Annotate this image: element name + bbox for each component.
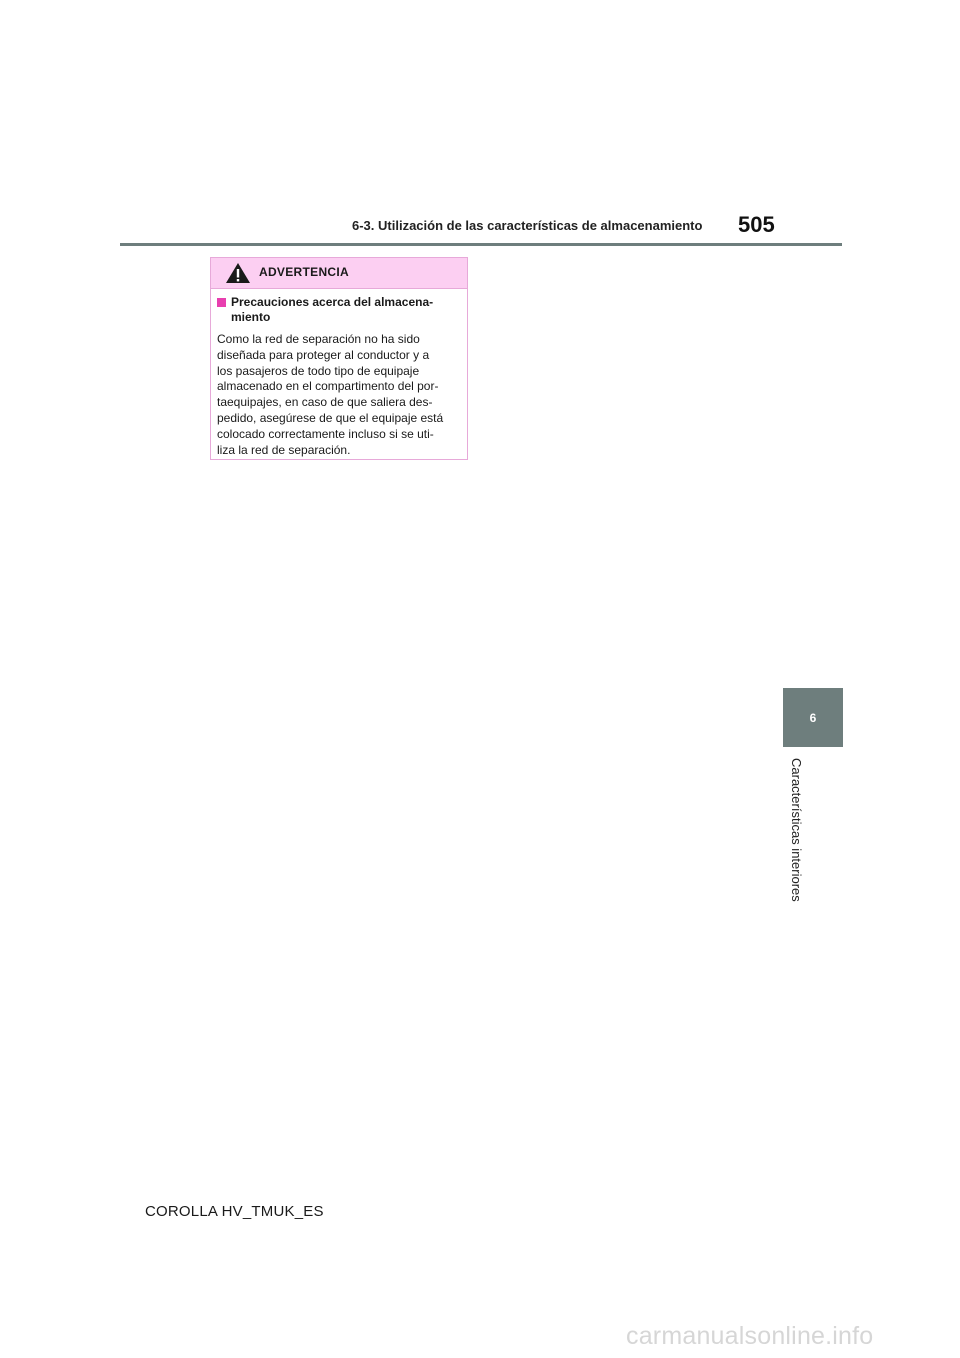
- page-number: 505: [738, 212, 775, 237]
- warning-body: [211, 289, 467, 458]
- model-code: COROLLA HV_TMUK_ES: [145, 1203, 324, 1220]
- warning-label: ADVERTENCIA: [259, 265, 349, 279]
- warning-line: colocado correctamente incluso si se uti-: [217, 426, 434, 441]
- warning-line: Como la red de separación no ha sido: [217, 332, 420, 346]
- chapter-title: Características interiores: [789, 758, 804, 902]
- warning-header: [211, 258, 467, 289]
- warning-line: diseñada para proteger al conductor y a: [217, 347, 430, 362]
- warning-box: [210, 257, 468, 460]
- warning-line: taequipajes, en caso de que saliera des-: [217, 395, 433, 410]
- warning-line: pedido, asegúrese de que el equipaje está: [217, 410, 444, 425]
- watermark: carmanualsonline.info: [626, 1322, 874, 1350]
- warning-paragraph: [217, 332, 461, 458]
- square-bullet-icon: [217, 298, 226, 307]
- warning-line: almacenado en el compartimento del por-: [217, 379, 439, 394]
- chapter-tab: [783, 688, 843, 747]
- section-title: 6-3. Utilización de las características de almacenamiento: [352, 218, 703, 233]
- header-rule: [120, 243, 842, 246]
- chapter-number: 6: [809, 710, 817, 725]
- warning-line: los pasajeros de todo tipo de equipaje: [217, 363, 420, 378]
- warning-triangle-icon: [225, 262, 251, 284]
- warning-subheading: [217, 295, 461, 325]
- warning-subheading-text: Precauciones acerca del almacena- miento: [231, 295, 434, 324]
- warning-line: liza la red de separación.: [217, 442, 351, 457]
